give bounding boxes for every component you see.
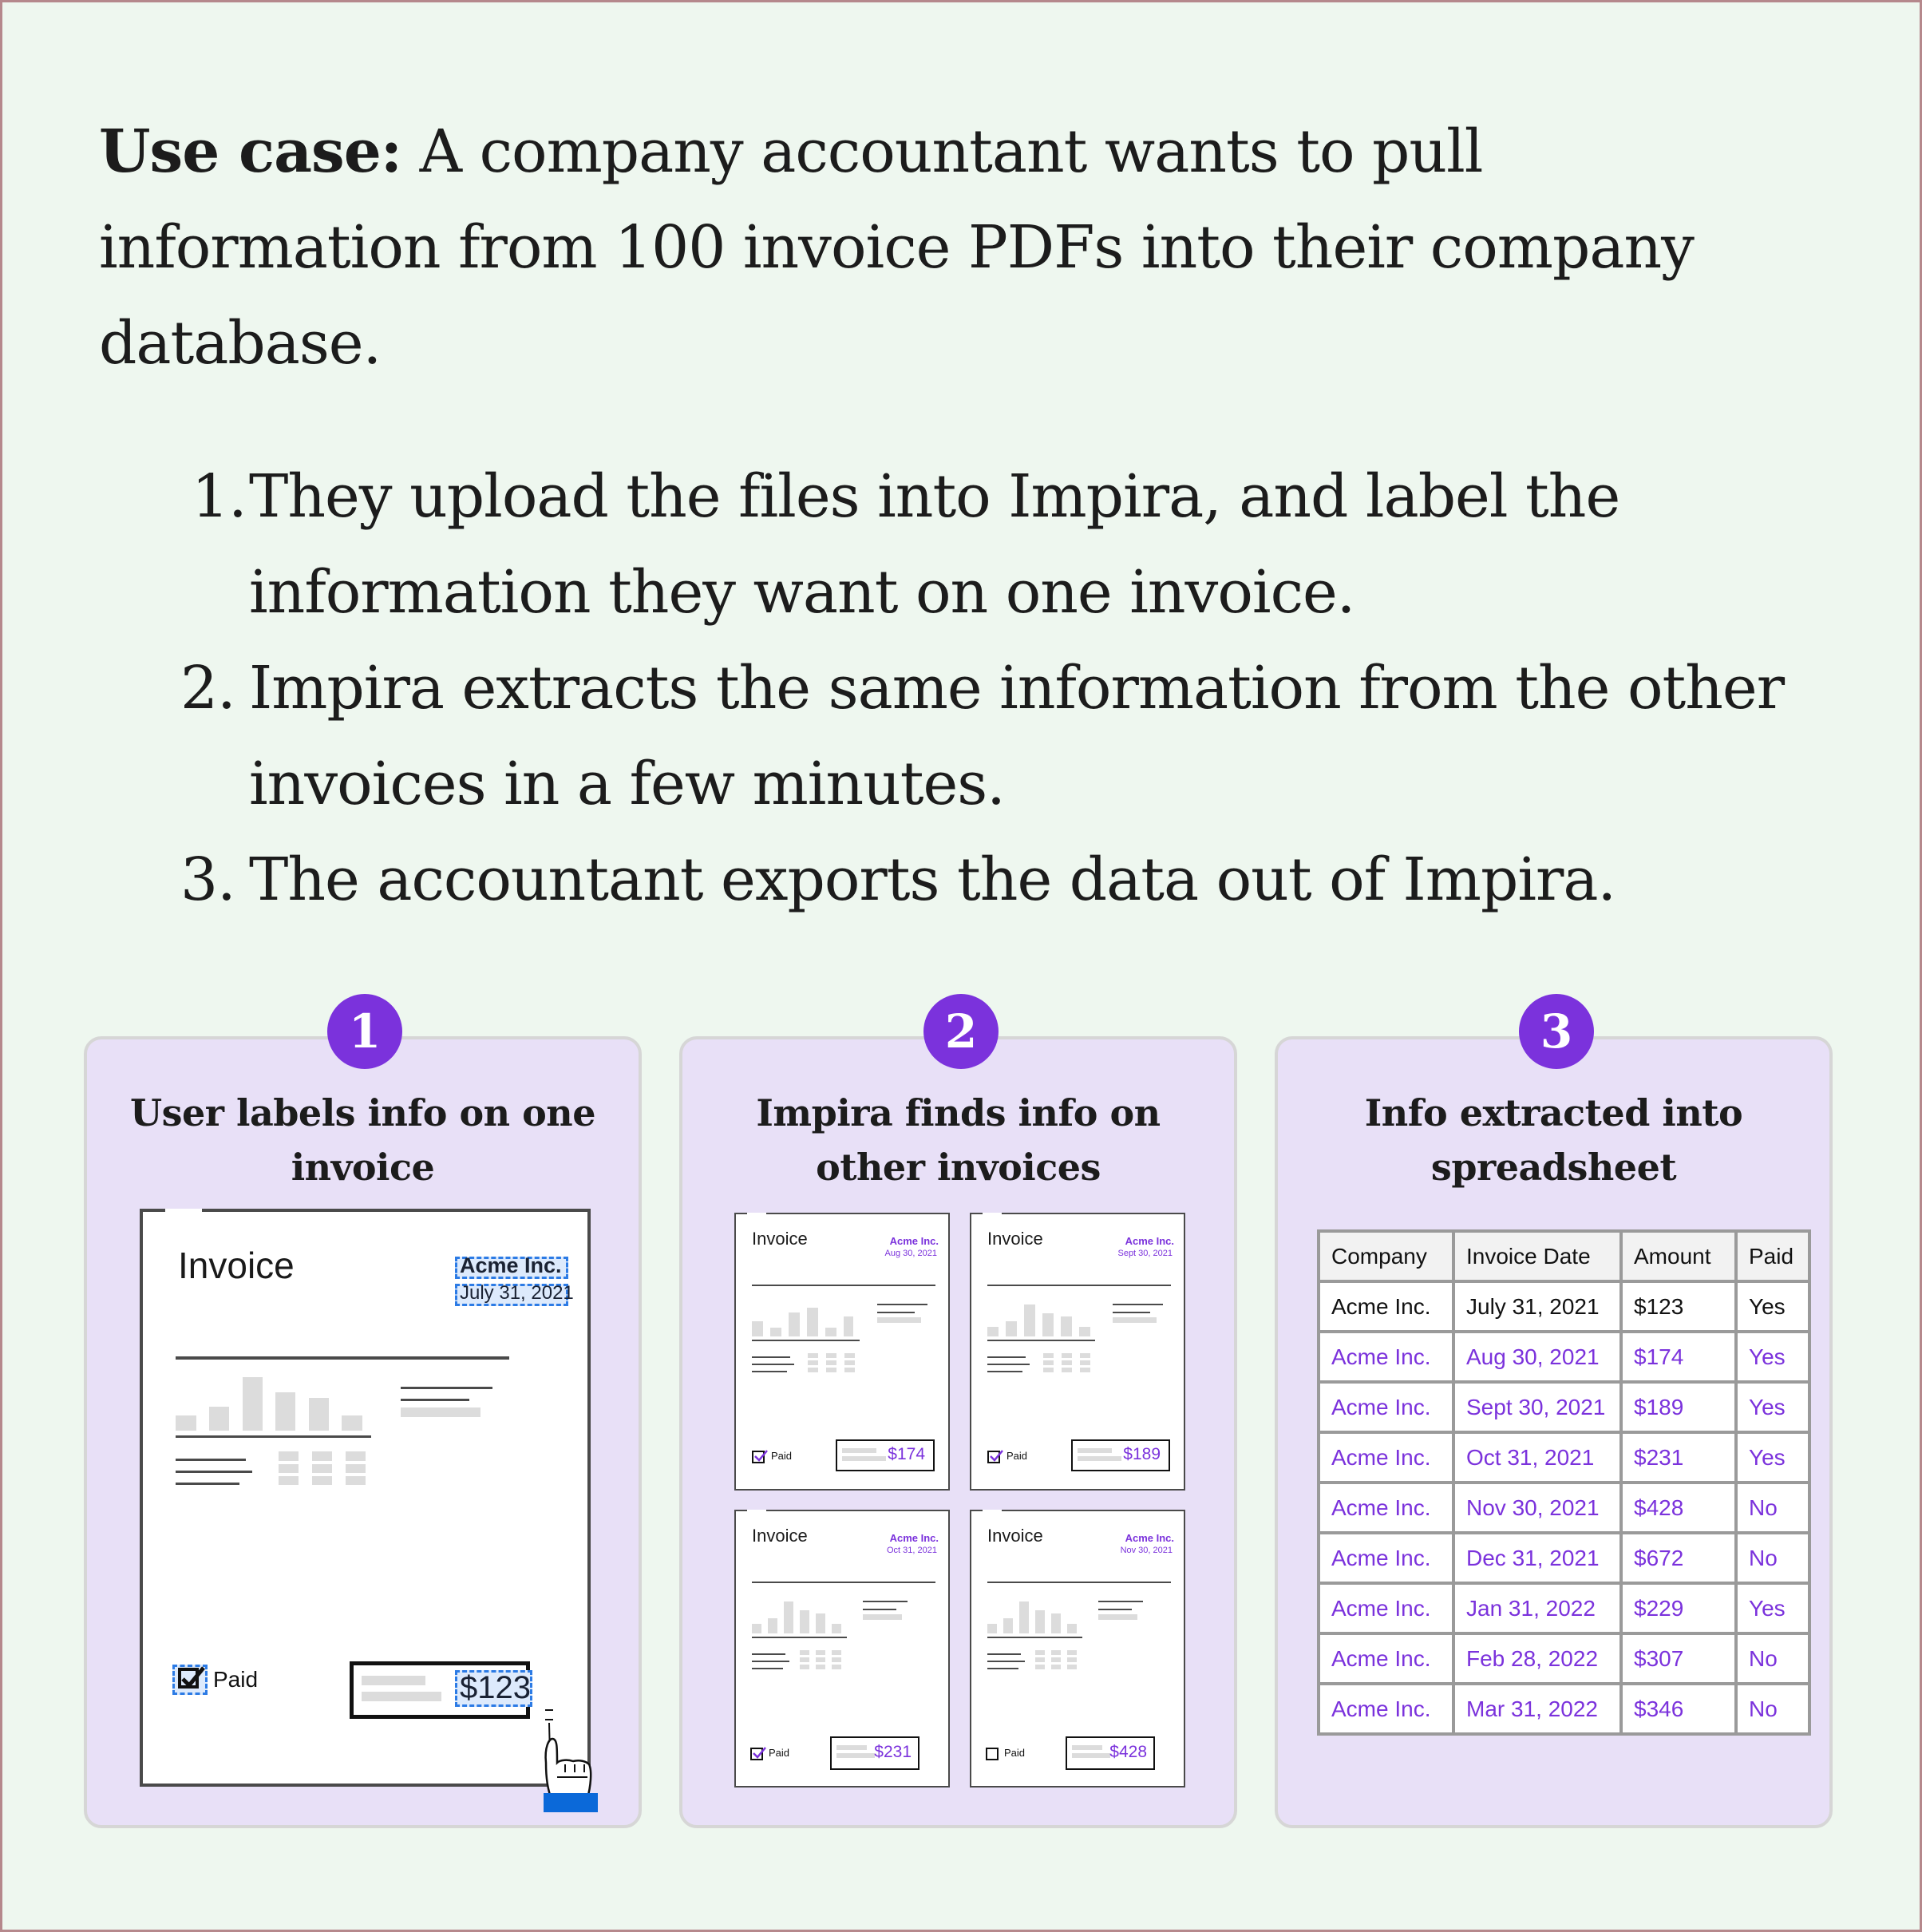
labeled-invoice — [140, 1209, 591, 1787]
table-row — [1319, 1382, 1809, 1432]
text-line — [863, 1601, 908, 1602]
intro-line-1: Use case: A company accountant wants to pull — [99, 117, 1483, 186]
text-line — [987, 1356, 1026, 1358]
invoice-amount: $123 — [460, 1670, 531, 1705]
text-line — [987, 1668, 1018, 1669]
amount-box — [350, 1661, 530, 1719]
extracted-spreadsheet — [1317, 1229, 1811, 1736]
text-block — [362, 1692, 441, 1701]
intro-line-2: information from 100 invoice PDFs into their company — [99, 213, 1694, 282]
bar — [800, 1610, 809, 1633]
bar — [825, 1328, 836, 1336]
grid-cell — [312, 1451, 332, 1461]
panel-3-title: Info extracted into spreadsheet — [1364, 1091, 1743, 1189]
grid-cell — [279, 1451, 299, 1461]
cell-paid: Yes — [1736, 1281, 1809, 1332]
text-block — [842, 1448, 876, 1453]
bar — [789, 1312, 800, 1336]
grid-column — [1080, 1353, 1090, 1373]
cell-company: Acme Inc. — [1319, 1483, 1453, 1533]
cell-invoice-date: July 31, 2021 — [1453, 1281, 1621, 1332]
text-line — [752, 1364, 794, 1365]
grid-column — [1067, 1650, 1077, 1670]
table-row — [1319, 1533, 1809, 1583]
text-line — [752, 1371, 787, 1372]
bar — [1042, 1313, 1054, 1336]
step-2-number: 2. — [180, 654, 235, 723]
bar — [770, 1328, 781, 1336]
cell-amount: $229 — [1621, 1583, 1736, 1633]
bar — [342, 1415, 362, 1431]
cell-invoice-date: Dec 31, 2021 — [1453, 1533, 1621, 1583]
checkmark-icon — [989, 1449, 1003, 1462]
cell-amount: $231 — [1621, 1432, 1736, 1483]
chart-baseline — [752, 1340, 860, 1341]
cell-company: Acme Inc. — [1319, 1332, 1453, 1382]
divider-line — [987, 1285, 1171, 1286]
bar — [309, 1398, 329, 1431]
bar — [752, 1321, 763, 1336]
invoice-amount: $174 — [888, 1445, 925, 1463]
grid-cell — [312, 1464, 332, 1473]
cell-invoice-date: Mar 31, 2022 — [1453, 1684, 1621, 1734]
paid-label: Paid — [213, 1667, 259, 1692]
text-line — [401, 1399, 469, 1401]
invoice-date: Sept 30, 2021 — [1117, 1249, 1173, 1258]
invoice-company: Acme Inc. — [1125, 1532, 1174, 1544]
invoice-title: Invoice — [178, 1245, 295, 1286]
grid-cell — [346, 1451, 366, 1461]
text-line — [752, 1356, 790, 1358]
cell-company: Acme Inc. — [1319, 1633, 1453, 1684]
cell-paid: No — [1736, 1684, 1809, 1734]
invoice-title: Invoice — [752, 1526, 808, 1546]
text-line — [752, 1661, 789, 1662]
text-block — [836, 1753, 875, 1758]
cell-amount: $672 — [1621, 1533, 1736, 1583]
bar — [275, 1392, 295, 1431]
invoice-date: Nov 30, 2021 — [1120, 1546, 1173, 1555]
bar — [1024, 1304, 1035, 1336]
step-2-line-2: invoices in a few minutes. — [249, 750, 1005, 818]
text-block — [362, 1676, 425, 1685]
text-line — [987, 1371, 1022, 1372]
paid-checkbox — [750, 1748, 763, 1760]
cell-paid: Yes — [1736, 1432, 1809, 1483]
bar — [832, 1624, 841, 1633]
chart-baseline — [176, 1435, 371, 1438]
bar — [1079, 1327, 1090, 1336]
checkmark-icon — [180, 1665, 207, 1689]
cell-amount: $123 — [1621, 1281, 1736, 1332]
grid-cell — [312, 1476, 332, 1485]
text-block — [1078, 1448, 1112, 1453]
bar — [768, 1618, 777, 1633]
cell-invoice-date: Jan 31, 2022 — [1453, 1583, 1621, 1633]
invoice-company: Acme Inc. — [460, 1253, 562, 1277]
text-block — [836, 1745, 867, 1750]
paid-label: Paid — [771, 1450, 793, 1462]
chart-baseline — [987, 1637, 1082, 1638]
cell-company: Acme Inc. — [1319, 1281, 1453, 1332]
table-row — [1319, 1633, 1809, 1684]
invoice-title: Invoice — [752, 1229, 808, 1249]
table-row — [1319, 1332, 1809, 1382]
grid-cell — [346, 1476, 366, 1485]
bar — [1051, 1613, 1061, 1633]
table-row — [1319, 1684, 1809, 1734]
text-block — [1072, 1745, 1102, 1750]
text-block — [1078, 1456, 1121, 1461]
grid-column — [1035, 1650, 1045, 1670]
text-line — [176, 1483, 239, 1485]
step-3-line-1: The accountant exports the data out of Impira. — [249, 845, 1616, 914]
divider-line — [752, 1582, 935, 1583]
cell-invoice-date: Oct 31, 2021 — [1453, 1432, 1621, 1483]
paid-checkbox — [987, 1451, 1000, 1463]
column-header-amount: Amount — [1621, 1231, 1736, 1281]
bar — [816, 1613, 825, 1633]
bar — [807, 1308, 818, 1336]
checkmark-icon — [752, 1746, 766, 1759]
invoice-date: Aug 30, 2021 — [884, 1249, 937, 1258]
grid-column — [1062, 1353, 1072, 1373]
grid-column — [800, 1650, 809, 1670]
bar — [784, 1601, 793, 1633]
step-badge-2: 2 — [923, 994, 999, 1069]
bar — [1019, 1601, 1029, 1633]
paid-label: Paid — [1004, 1747, 1026, 1759]
text-line — [987, 1661, 1025, 1662]
step-3-number: 3. — [180, 845, 235, 914]
divider-line — [176, 1356, 509, 1360]
grid-column — [816, 1650, 825, 1670]
invoice-amount: $189 — [1123, 1445, 1161, 1463]
bar — [1035, 1610, 1045, 1633]
text-line — [176, 1459, 246, 1461]
text-line — [1113, 1304, 1163, 1305]
use-case-intro — [99, 104, 1815, 391]
amount-box — [1071, 1439, 1170, 1471]
invoice-tab-notch — [165, 1209, 202, 1212]
cell-company: Acme Inc. — [1319, 1684, 1453, 1734]
bar — [1003, 1618, 1013, 1633]
paid-label: Paid — [769, 1747, 790, 1759]
cell-amount: $174 — [1621, 1332, 1736, 1382]
text-line — [1098, 1609, 1132, 1610]
text-line — [877, 1304, 927, 1305]
step-badge-1: 1 — [327, 994, 402, 1069]
text-block — [1113, 1317, 1157, 1323]
amount-box — [836, 1439, 935, 1471]
cell-invoice-date: Feb 28, 2022 — [1453, 1633, 1621, 1684]
invoice-tab-notch — [747, 1213, 766, 1214]
text-line — [1098, 1601, 1143, 1602]
grid-column — [1043, 1353, 1054, 1373]
paid-checkbox-unchecked — [986, 1748, 999, 1760]
cell-amount: $346 — [1621, 1684, 1736, 1734]
bar — [176, 1415, 196, 1431]
extracted-invoice-2 — [970, 1213, 1185, 1491]
table-row — [1319, 1432, 1809, 1483]
cell-paid: No — [1736, 1483, 1809, 1533]
bar — [243, 1377, 263, 1431]
table-row — [1319, 1583, 1809, 1633]
bar — [987, 1327, 999, 1336]
bar — [987, 1624, 997, 1633]
text-block — [1072, 1753, 1110, 1758]
invoice-tab-notch — [983, 1213, 1002, 1214]
divider-line — [752, 1285, 935, 1286]
column-header-company: Company — [1319, 1231, 1453, 1281]
text-line — [987, 1653, 1021, 1655]
step-1-number: 1. — [192, 462, 247, 531]
cell-amount: $189 — [1621, 1382, 1736, 1432]
text-block — [401, 1407, 480, 1417]
column-header-invoice-date: Invoice Date — [1453, 1231, 1621, 1281]
invoice-date: Oct 31, 2021 — [887, 1546, 937, 1555]
bar — [1061, 1316, 1072, 1336]
text-line — [752, 1653, 785, 1655]
text-line — [752, 1668, 783, 1669]
grid-cell — [279, 1476, 299, 1485]
grid-column — [808, 1353, 818, 1373]
amount-box — [830, 1736, 919, 1770]
grid-cell — [279, 1464, 299, 1473]
grid-column — [844, 1353, 855, 1373]
invoice-date: July 31, 2021 — [460, 1282, 574, 1304]
text-block — [1098, 1614, 1137, 1620]
grid-cell — [346, 1464, 366, 1473]
invoice-title: Invoice — [987, 1229, 1043, 1249]
table-header-row — [1319, 1231, 1809, 1281]
invoice-tab-notch — [983, 1510, 1002, 1511]
hand-pointer-icon — [541, 1715, 605, 1803]
cell-amount: $307 — [1621, 1633, 1736, 1684]
column-header-paid: Paid — [1736, 1231, 1809, 1281]
invoice-tab-notch — [747, 1510, 766, 1511]
bar — [844, 1316, 853, 1336]
paid-checkbox[interactable] — [178, 1668, 199, 1689]
invoice-amount: $231 — [874, 1743, 912, 1761]
table-row — [1319, 1483, 1809, 1533]
cell-paid: Yes — [1736, 1583, 1809, 1633]
cell-invoice-date: Nov 30, 2021 — [1453, 1483, 1621, 1533]
step-badge-3: 3 — [1519, 994, 1594, 1069]
grid-column — [826, 1353, 836, 1373]
divider-line — [987, 1582, 1171, 1583]
cell-paid: No — [1736, 1533, 1809, 1583]
bar — [209, 1407, 229, 1431]
text-block — [863, 1614, 902, 1620]
bar — [752, 1624, 761, 1633]
cell-invoice-date: Sept 30, 2021 — [1453, 1382, 1621, 1432]
checkmark-icon — [753, 1449, 768, 1462]
panel-2-title: Impira finds info on other invoices — [756, 1091, 1161, 1189]
extracted-invoice-3 — [734, 1510, 950, 1787]
invoice-company: Acme Inc. — [889, 1532, 939, 1544]
text-block — [842, 1456, 886, 1461]
amount-box — [1066, 1736, 1155, 1770]
bar — [1006, 1321, 1017, 1336]
chart-baseline — [987, 1340, 1095, 1341]
text-line — [863, 1609, 896, 1610]
text-block — [877, 1317, 921, 1323]
table-row — [1319, 1281, 1809, 1332]
panel-1-title: User labels info on one invoice — [129, 1091, 596, 1189]
bar — [1067, 1624, 1077, 1633]
invoice-company: Acme Inc. — [1125, 1235, 1174, 1247]
grid-column — [1051, 1650, 1061, 1670]
text-line — [987, 1364, 1030, 1365]
cell-paid: Yes — [1736, 1382, 1809, 1432]
text-line — [401, 1387, 492, 1389]
text-line — [1113, 1312, 1150, 1313]
text-line — [176, 1471, 252, 1473]
cell-company: Acme Inc. — [1319, 1533, 1453, 1583]
cell-paid: No — [1736, 1633, 1809, 1684]
paid-checkbox — [752, 1451, 765, 1463]
intro-line-3: database. — [99, 309, 382, 378]
invoice-company: Acme Inc. — [889, 1235, 939, 1247]
cell-company: Acme Inc. — [1319, 1583, 1453, 1633]
chart-baseline — [752, 1637, 847, 1638]
cell-paid: Yes — [1736, 1332, 1809, 1382]
cell-amount: $428 — [1621, 1483, 1736, 1533]
invoice-amount: $428 — [1109, 1743, 1147, 1761]
step-1-line-2: information they want on one invoice. — [249, 558, 1355, 627]
step-2-line-1: Impira extracts the same information from the other — [249, 654, 1785, 723]
invoice-title: Invoice — [987, 1526, 1043, 1546]
step-1-line-1: They upload the files into Impira, and label the — [249, 462, 1620, 531]
cell-company: Acme Inc. — [1319, 1382, 1453, 1432]
cell-invoice-date: Aug 30, 2021 — [1453, 1332, 1621, 1382]
extracted-invoice-1 — [734, 1213, 950, 1491]
use-case-label: Use case: — [99, 117, 402, 186]
grid-column — [832, 1650, 841, 1670]
text-line — [877, 1312, 915, 1313]
paid-label: Paid — [1006, 1450, 1028, 1462]
extracted-invoice-4 — [970, 1510, 1185, 1787]
cell-company: Acme Inc. — [1319, 1432, 1453, 1483]
